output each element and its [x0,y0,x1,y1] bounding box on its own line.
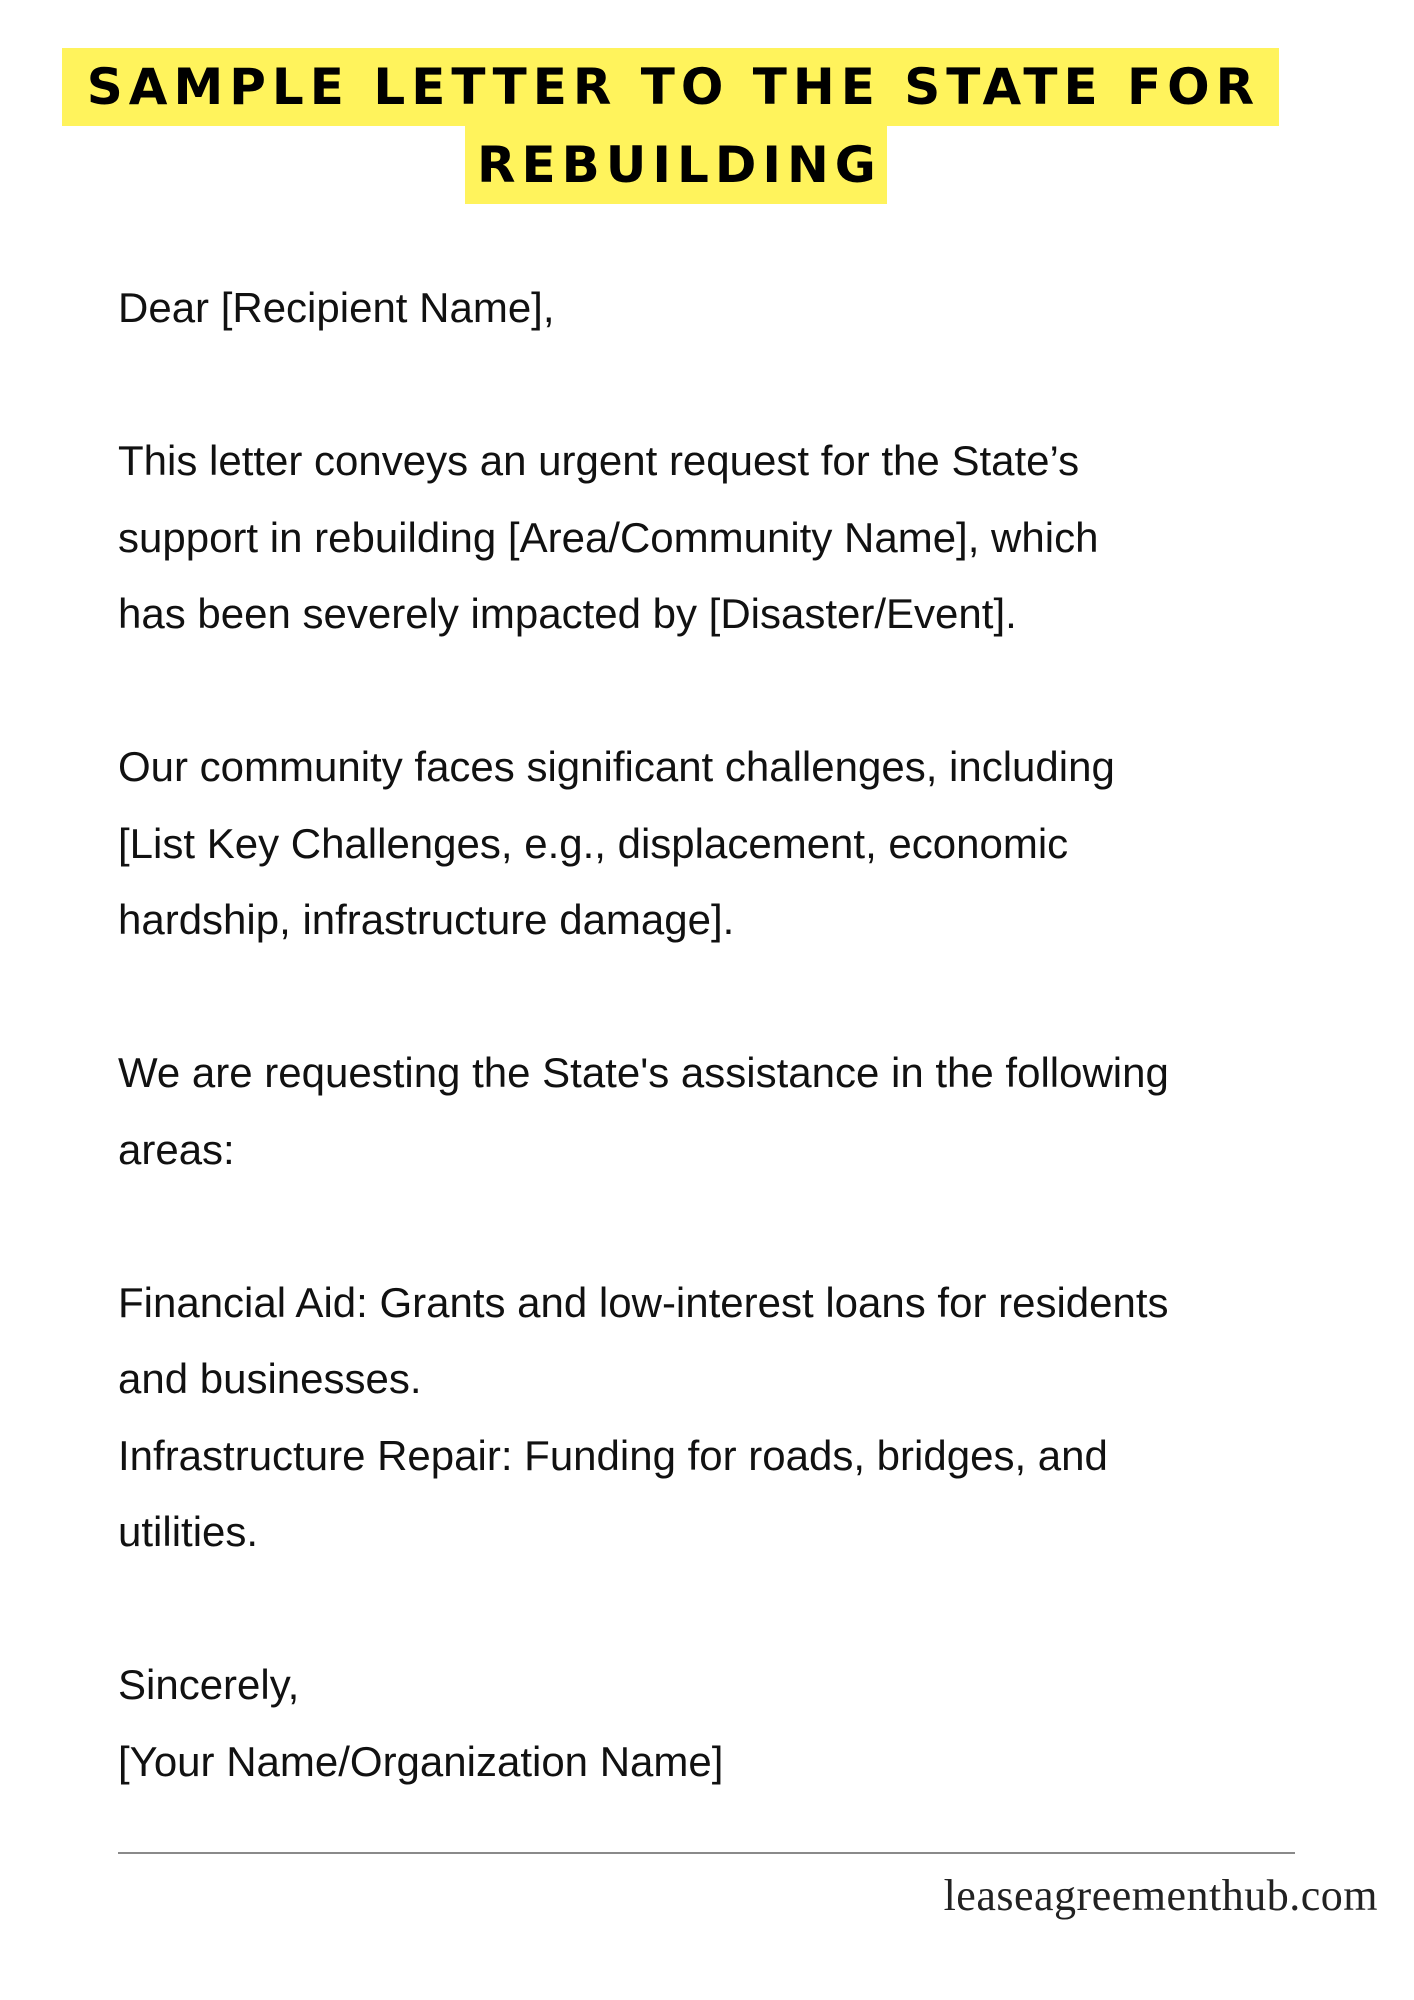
list-item: Financial Aid: Grants and low-interest loans for residents [118,1278,1169,1326]
paragraph-intro [118,423,1348,653]
paragraph-line: has been severely impacted by [Disaster/Event]. [118,590,1017,637]
list-item: and businesses. [118,1355,422,1402]
paragraph-challenges [118,729,1348,959]
list-item: utilities. [118,1508,259,1555]
paragraph-line: Our community faces significant challenges, including [118,743,1115,790]
paragraph-line: [List Key Challenges, e.g., displacement, economic [118,819,1069,867]
assistance-list [118,1265,1348,1571]
paragraph-request [118,1035,1348,1188]
letter-body [118,270,1348,1800]
list-item: Infrastructure Repair: Funding for roads, bridges, and [118,1431,1108,1479]
title-line-1: SAMPLE LETTER TO THE STATE FOR [62,48,1279,126]
salutation: Dear [Recipient Name], [118,284,555,331]
title-line-2: REBUILDING [465,126,887,204]
footer-divider [118,1852,1295,1854]
paragraph-line: areas: [118,1125,235,1173]
paragraph-line: hardship, infrastructure damage]. [118,896,735,943]
closing: Sincerely, [118,1661,300,1708]
paragraph-line: This letter conveys an urgent request for the State’s [118,437,1080,484]
paragraph-line: We are requesting the State's assistance in the following [118,1049,1169,1096]
website-link[interactable]: leaseagreementhub.com [943,1871,1378,1920]
paragraph-line: support in rebuilding [Area/Community Name], which [118,513,1099,561]
signature: [Your Name/Organization Name] [118,1737,724,1785]
